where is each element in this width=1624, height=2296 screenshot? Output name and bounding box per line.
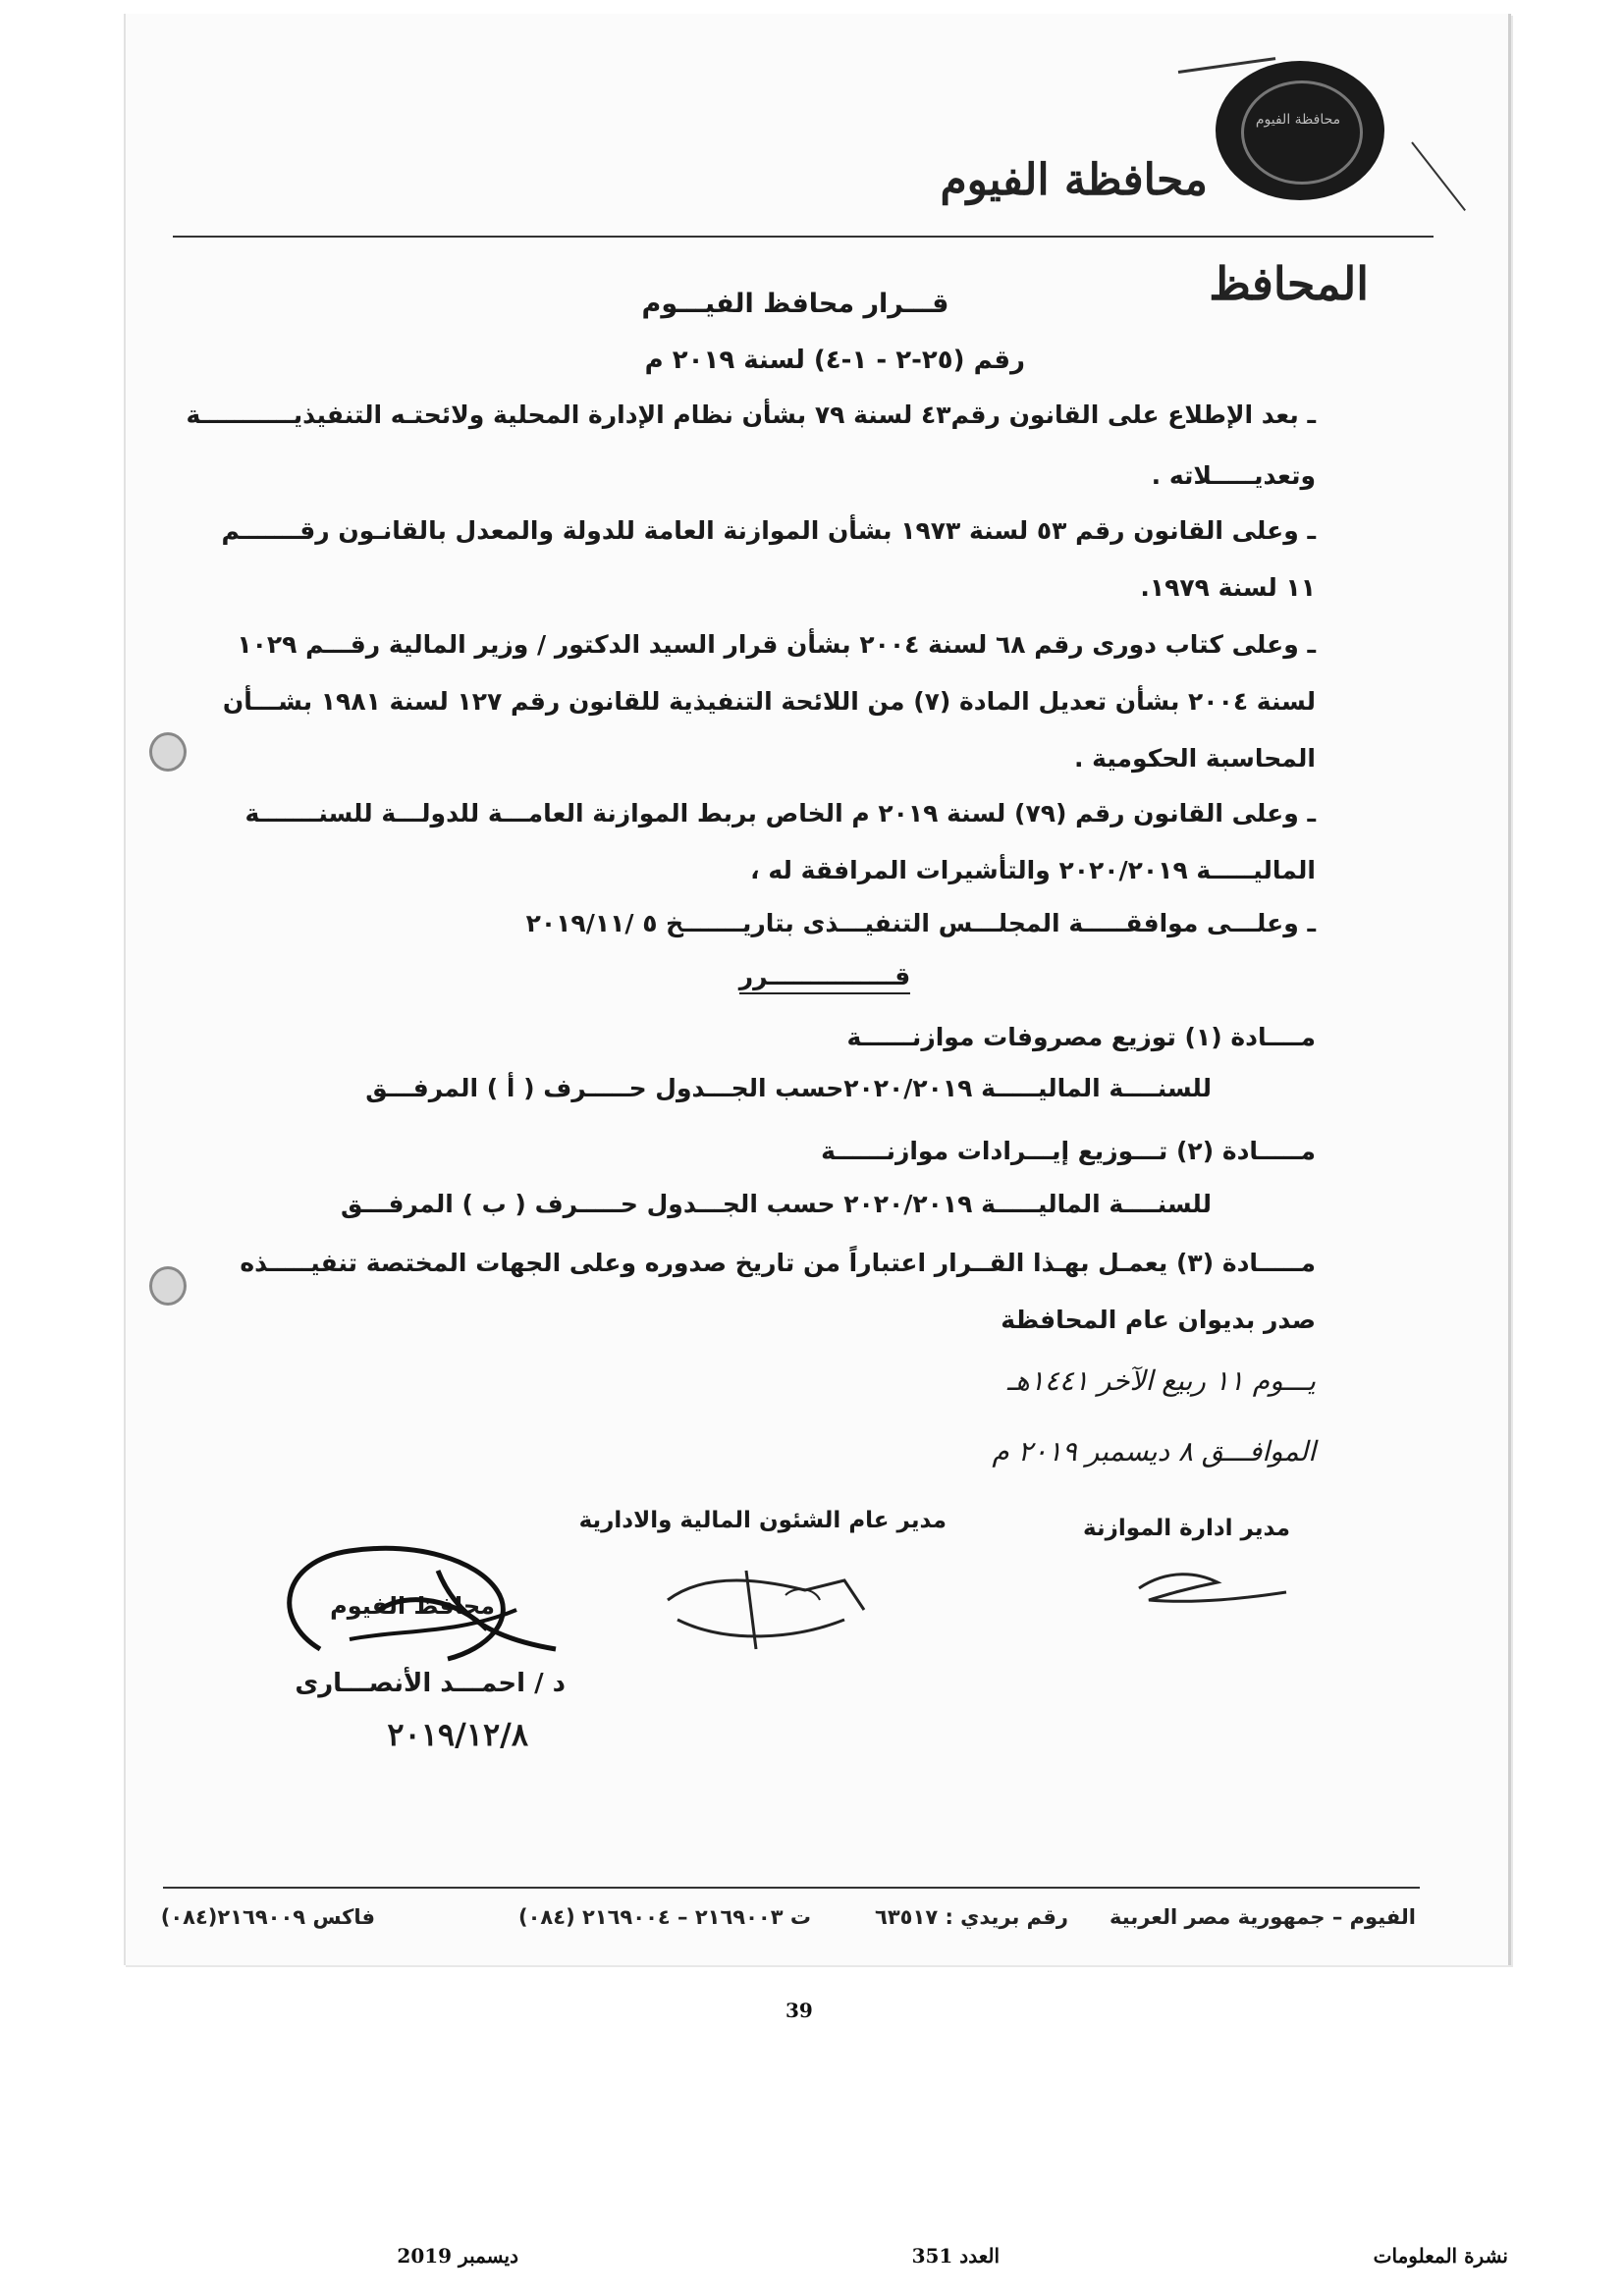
article-line: مـــــادة (٢) تـــوزيع إيـــرادات موازنــــــة [821, 1137, 1316, 1165]
article-line: مــــادة (١) توزيع مصروفات موازنــــــة [846, 1023, 1316, 1051]
header-rule [173, 236, 1434, 238]
preamble-line: المحاسبة الحكومية . [1073, 744, 1316, 773]
footer-phones: ت ٢١٦٩٠٠٣ – ٢١٦٩٠٠٤ (٠٨٤) [518, 1905, 811, 1929]
preamble-line: ـ وعلى القانون رقم ٥٣ لسنة ١٩٧٣ بشأن الموازنة العامة للدولة والمعدل بالقانـون رقـــــــم [221, 516, 1316, 545]
bulletin-date: ديسمبر 2019 [397, 2244, 518, 2268]
issued-line: صدر بديوان عام المحافظة [1001, 1306, 1316, 1334]
article-line: مـــــادة (٣) يعمـل بهـذا القــرار اعتباراً من تاريخ صدوره وعلى الجهات المختصة تنفيـــــذه [240, 1249, 1316, 1277]
governorate-name: محافظة الفيوم [940, 155, 1208, 205]
gregorian-date: الموافـــق ٨ ديسمبر ٢٠١٩ م [992, 1435, 1316, 1468]
finance-director-signature [648, 1551, 903, 1659]
eagle-emblem-icon [1241, 80, 1363, 185]
decision-heading [677, 962, 972, 990]
budget-manager-signature [1129, 1559, 1306, 1618]
office-title: المحافظ [1209, 257, 1369, 310]
punch-hole [149, 1266, 187, 1306]
preamble-line: وتعديـــــلاته . [1151, 461, 1316, 490]
page-number: 39 [785, 1999, 813, 2022]
preamble-line: ـ بعد الإطلاع على القانون رقم٤٣ لسنة ٧٩ بشأن نظام الإدارة المحلية ولائحتـه التنفيذيـــــــــــة [186, 400, 1316, 429]
governor-signature [261, 1531, 575, 1688]
governor-name: د / احمـــد الأنصـــارى [295, 1669, 566, 1698]
governorate-seal [1216, 61, 1384, 200]
footer-fax: فاكس ٢١٦٩٠٠٩(٠٨٤) [160, 1905, 375, 1929]
preamble-line: لسنة ٢٠٠٤ بشأن تعديل المادة (٧) من اللائحة التنفيذية للقانون رقم ١٢٧ لسنة ١٩٨١ بشـــأن [222, 687, 1316, 716]
preamble-line: ١١ لسنة ١٩٧٩. [1140, 573, 1316, 602]
finance-director-title: مدير عام الشئون المالية والادارية [578, 1508, 947, 1533]
preamble-line: ـ وعلى القانون رقم (٧٩) لسنة ٢٠١٩ م الخاص بربط الموازنة العامـــة للدولـــة للسنـــــــة [244, 799, 1316, 828]
article-line: للسنــــة الماليـــــة ٢٠٢٠/٢٠١٩حسب الجـــدول حـــــرف ( أ ) المرفـــق [365, 1074, 1212, 1102]
bulletin-name: نشرة المعلومات [1373, 2244, 1508, 2268]
footer-address: الفيوم – جمهورية مصر العربية [1110, 1905, 1416, 1929]
bulletin-issue: العدد 351 [911, 2244, 1000, 2268]
budget-manager-title: مدير ادارة الموازنة [1083, 1516, 1290, 1541]
seal-label: محافظة الفيوم [1255, 112, 1341, 128]
decree-number: رقم (٢٥-٢ - ١-٤) لسنة ٢٠١٩ م [644, 346, 1025, 375]
preamble-line: الماليـــــة ٢٠٢٠/٢٠١٩ والتأشيرات المرافقة له ، [750, 856, 1316, 884]
decree-title: قـــرار محافظ الفيـــوم [641, 289, 949, 319]
article-line: للسنــــة الماليـــــة ٢٠٢٠/٢٠١٩ حسب الجـــدول حـــــرف ( ب ) المرفـــق [340, 1190, 1212, 1218]
decision-heading-text: قـــــــــــــــرر [739, 962, 911, 994]
footer-rule [163, 1887, 1420, 1889]
hijri-date: يـــوم ١١ ربيع الآخر ١٤٤١هـ [1006, 1364, 1316, 1397]
preamble-line: ـ وعلـــى موافقـــــة المجلـــس التنفيـــذى بتاريـــــــخ ٥ /٢٠١٩/١١ [525, 909, 1316, 937]
governor-date: ٢٠١٩/١٢/٨ [387, 1716, 528, 1753]
footer-postal: رقم بريدي : ٦٣٥١٧ [875, 1905, 1068, 1929]
punch-hole [149, 732, 187, 772]
governor-title: محافظ الفيوم [330, 1592, 495, 1620]
preamble-line: ـ وعلى كتاب دورى رقم ٦٨ لسنة ٢٠٠٤ بشأن قرار السيد الدكتور / وزير المالية رقـــم ١٠٢٩ [237, 630, 1316, 659]
